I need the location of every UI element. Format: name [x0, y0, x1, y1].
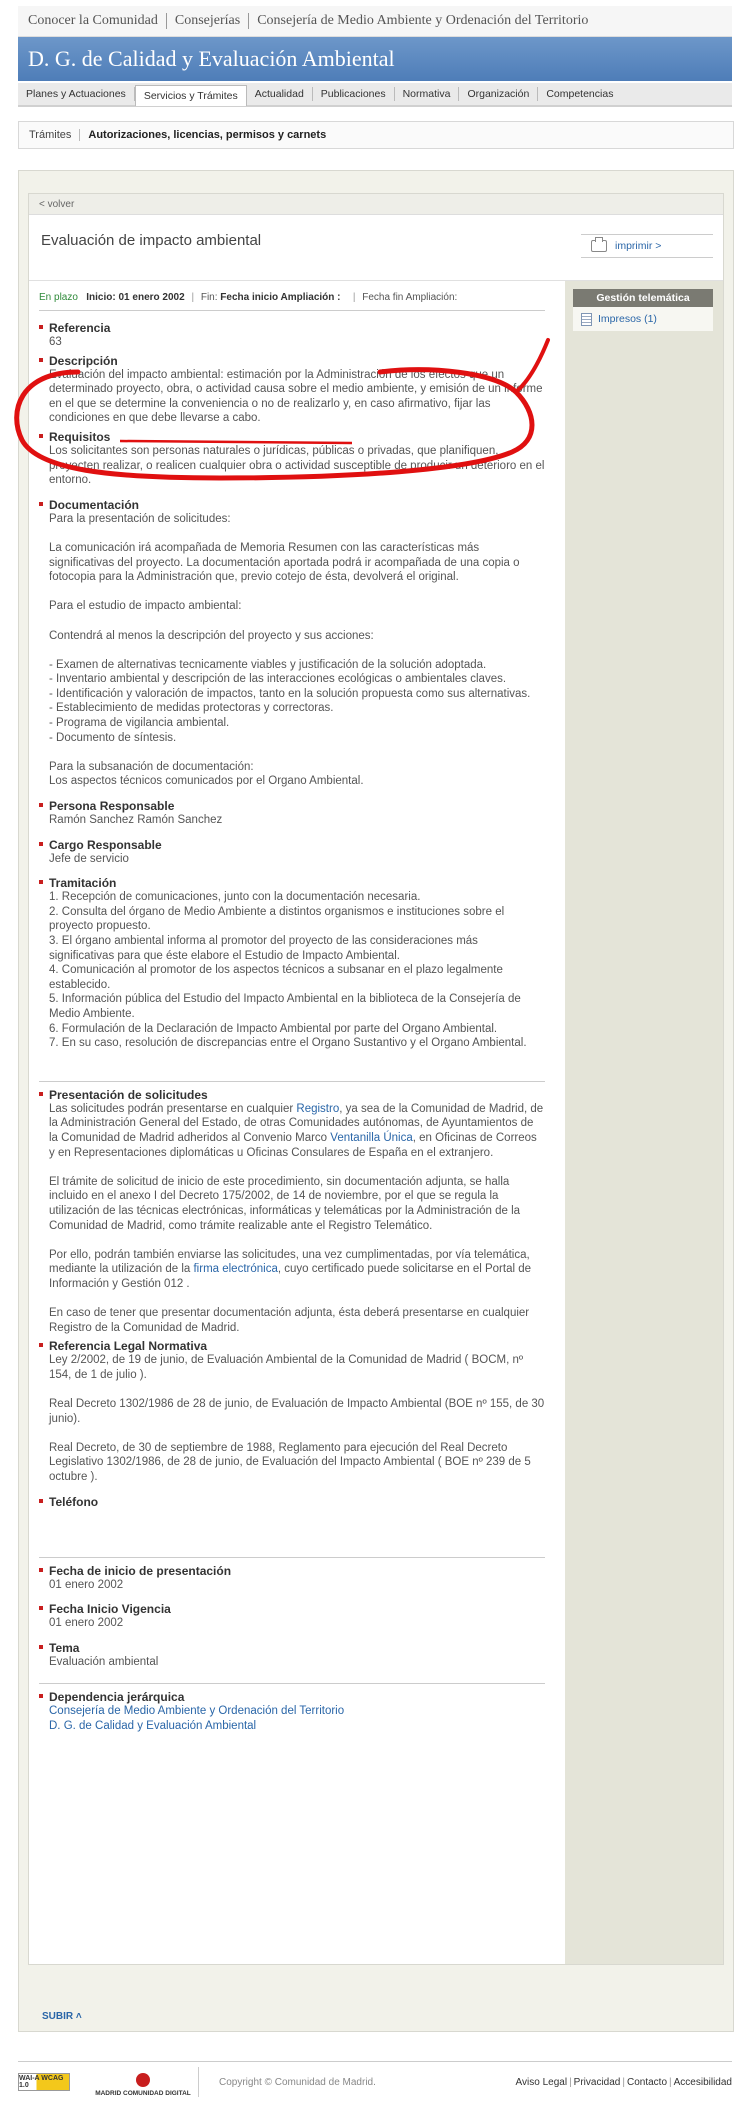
section-title: Persona Responsable — [39, 799, 545, 813]
wai-badge[interactable]: WAI-A WCAG 1.0 — [18, 2073, 70, 2091]
section-body: 01 enero 2002 — [49, 1617, 124, 1630]
start-date-value: 01 enero 2002 — [118, 292, 185, 303]
ext-end-label: Fecha fin Ampliación: — [362, 292, 458, 303]
sidebar-item-impresos[interactable] — [573, 307, 713, 331]
section-body: Ramón Sanchez Ramón Sanchez — [49, 814, 223, 827]
section-title: Dependencia jerárquica — [39, 1690, 545, 1704]
sidebar-heading: Gestión telemática — [573, 289, 713, 307]
start-date-label: Inicio: — [86, 292, 116, 303]
text: , cuyo certificado puede solicitarse en el Portal de Información y Gestión 012 . — [49, 1263, 531, 1290]
section-body: 63 — [49, 336, 62, 348]
text: , ya sea de la Comunidad de Madrid, de la Administración General del Estado, de otras Comunidades autónomas, de Ayuntamientos de la Comunidad de Madrid adheridos al Convenio Marco — [49, 1102, 544, 1144]
section-persona — [39, 799, 545, 828]
section-tema — [39, 1641, 545, 1670]
back-link[interactable]: < volver — [39, 198, 75, 210]
double-chevron-up-icon: ˄ — [75, 2011, 82, 2022]
registro-link[interactable]: Registro — [296, 1102, 340, 1115]
section-tramitacion — [39, 876, 545, 1051]
section-title: Teléfono — [39, 1495, 545, 1509]
top-links-bar — [18, 6, 732, 37]
site-title[interactable]: D. G. de Calidad y Evaluación Ambiental — [28, 46, 395, 71]
footer-link-aviso-legal[interactable]: Aviso Legal — [515, 2076, 568, 2088]
main-nav-tabs — [18, 83, 732, 107]
footer-link-privacidad[interactable]: Privacidad — [573, 2076, 621, 2088]
section-body: 1. Recepción de comunicaciones, junto con la documentación necesaria. 2. Consulta del órgano de Medio Ambiente a distintos organismos e instituciones sobre el proyecto propuesto. 3. El órgano ambiental informa al promotor del proyecto de las consideraciones más significativas para que éste elabore el Estudio de Impacto Ambiental. 4. Comunicación al promotor de los aspectos técnicos a subsanar en el plazo legalmente establecido. 5. Información pública del Estudio del Impacto Ambiental en la biblioteca de la Consejería de Medio Ambiente. 6. Formulación de la Declaración de Impacto Ambiental por parte del Organo Ambiental. 7. En su caso, resolución de discrepancias entre el Organo Sustantivo y el Organo Ambiental. — [49, 891, 527, 1050]
content-panel — [28, 193, 724, 1965]
end-date-label: Fin: — [200, 292, 218, 303]
copyright: Copyright © Comunidad de Madrid. — [219, 2076, 376, 2088]
section-referencia — [39, 321, 545, 350]
tab-planes[interactable]: Planes y Actuaciones — [18, 87, 135, 101]
procedure-content — [39, 292, 545, 1734]
breadcrumb — [18, 121, 734, 149]
madrid-logo-label: MADRID COMUNIDAD DIGITAL — [95, 2090, 191, 2097]
tab-competencias[interactable]: Competencias — [546, 88, 614, 100]
madrid-logo-icon — [136, 2073, 150, 2087]
section-body — [39, 1102, 545, 1336]
top-link-consejerias[interactable]: Consejerías — [167, 13, 249, 29]
section-body — [39, 1704, 545, 1733]
section-fecha-inicio — [39, 1557, 545, 1593]
section-title: Descripción — [39, 354, 545, 368]
breadcrumb-tramites[interactable]: Trámites — [19, 129, 80, 141]
top-link-consejeria-medio-ambiente[interactable]: Consejería de Medio Ambiente y Ordenación del Territorio — [257, 13, 589, 28]
section-descripcion — [39, 354, 545, 426]
print-box — [581, 234, 713, 258]
ventanilla-unica-link[interactable]: Ventanilla Única — [330, 1131, 413, 1144]
text: El trámite de solicitud de inicio de este procedimiento, sin documentación adjunta, se halla incluido en el anexo I del Decreto 175/2002, de 14 de noviembre, por el que se regula la utilización de las técnicas electrónicas, informáticas y telemáticas por la Administración de la Comunidad de Madrid, como trámite realizable ante el Registro Telemático. — [49, 1175, 521, 1232]
section-telefono — [39, 1495, 545, 1509]
section-title: Fecha Inicio Vigencia — [39, 1602, 545, 1616]
page-title: Evaluación de impacto ambiental — [41, 232, 262, 249]
right-sidebar — [565, 281, 723, 1964]
section-dependencia — [39, 1683, 545, 1733]
ext-start-label: Fecha inicio Ampliación : — [220, 292, 341, 303]
breadcrumb-current[interactable]: Autorizaciones, licencias, permisos y carnets — [88, 129, 327, 141]
text: Las solicitudes podrán presentarse en cualquier — [49, 1102, 297, 1115]
section-requisitos — [39, 430, 545, 488]
footer-links: Aviso Legal | Privacidad | Contacto | Accesibilidad — [515, 2076, 732, 2088]
document-icon — [581, 313, 592, 326]
madrid-digital-logo[interactable] — [88, 2067, 199, 2097]
tab-organizacion[interactable]: Organización — [459, 87, 538, 101]
section-title: Tramitación — [39, 876, 545, 890]
section-title: Presentación de solicitudes — [39, 1088, 545, 1102]
section-body: Jefe de servicio — [49, 852, 129, 865]
section-body: Para la presentación de solicitudes: La comunicación irá acompañada de Memoria Resumen con las características más significativas del proyecto. La documentación aportada podrá ir acompañada de una copia o fotocopia para la Administración que, previo cotejo de ésta, devolverá el original. Para el estudio de impacto ambiental: Contendrá al menos la descripción del proyecto y sus acciones: - Examen de alternativas tecnicamente viables y justificación de la solución adoptada. - Inventario ambiental y descripción de las interacciones ecológicas o ambientales claves. - Identificación y valoración de impactos, tanto en la solución propuesta como sus alternativas. - Establecimiento de medidas protectoras y correctoras. - Programa de vigilancia ambiental. - Documento de síntesis. Para la subsanación de documentación: Los aspectos técnicos comunicados por el Organo Ambiental. — [49, 512, 531, 788]
top-link-comunidad[interactable]: Conocer la Comunidad — [18, 13, 167, 29]
back-to-top-link[interactable] — [42, 2011, 82, 2022]
section-body: Ley 2/2002, de 19 de junio, de Evaluación Ambiental de la Comunidad de Madrid ( BOCM, nº 154, de 1 de julio ). Real Decreto 1302/1986 de 28 de junio, de Evaluación de Impacto Ambiental (BOE nº 155, de 30 junio). Real Decreto, de 30 de septiembre de 1988, Reglamento para ejecución del Real Decreto Legislativo 1302/1986, de 28 de junio, de Evaluación del Impacto Ambiental ( BOE nº 239 de 5 octubre ). — [49, 1354, 545, 1483]
section-title: Tema — [39, 1641, 545, 1655]
print-link[interactable]: imprimir > — [615, 240, 662, 252]
footer-link-contacto[interactable]: Contacto — [626, 2076, 668, 2088]
section-cargo — [39, 838, 545, 867]
footer-link-accesibilidad[interactable]: Accesibilidad — [673, 2076, 732, 2088]
subir-label: SUBIR — [42, 2011, 74, 2022]
dependencia-link-dg[interactable]: D. G. de Calidad y Evaluación Ambiental — [49, 1719, 257, 1732]
section-body: Evaluación ambiental — [49, 1655, 159, 1668]
text: , en Oficinas de Correos y en Representaciones diplomáticas u Oficinas Consulares de España en el extranjero. — [49, 1131, 537, 1159]
section-title: Requisitos — [39, 430, 545, 444]
dependencia-link-consejeria[interactable]: Consejería de Medio Ambiente y Ordenación del Territorio — [49, 1705, 345, 1718]
section-title: Referencia Legal Normativa — [39, 1339, 545, 1353]
dates-bar: En plazo Inicio: 01 enero 2002 | Fin: Fecha inicio Ampliación : | Fecha fin Ampliación: — [39, 292, 545, 311]
section-title: Fecha de inicio de presentación — [39, 1564, 545, 1578]
section-title: Referencia — [39, 321, 545, 335]
section-title: Cargo Responsable — [39, 838, 545, 852]
tab-actualidad[interactable]: Actualidad — [247, 87, 313, 101]
site-banner — [18, 37, 732, 81]
section-title: Documentación — [39, 498, 545, 512]
section-documentacion — [39, 498, 545, 789]
section-presentacion — [39, 1081, 545, 1336]
status-label: En plazo — [39, 292, 78, 303]
tab-normativa[interactable]: Normativa — [395, 87, 460, 101]
section-referencia-legal — [39, 1339, 545, 1484]
section-body: Evaluación del impacto ambiental: estimación por la Administración de los efectos que un determinado proyecto, obra, o actividad causa sobre el medio ambiente, y emisión de un informe en el que se determine la conveniencia o no de realizarlo y, en caso afirmativo, fijar las condiciones en que debe llevarse a cabo. — [49, 368, 543, 425]
back-bar — [29, 194, 723, 215]
printer-icon[interactable] — [591, 240, 607, 252]
section-body: Los solicitantes son personas naturales o jurídicas, públicas o privadas, que planifiquen, proyecten realizar, o realicen cualquier obra o actividad susceptible de producir un deterioro en el entorno. — [49, 444, 545, 487]
tab-servicios[interactable]: Servicios y Trámites — [135, 85, 247, 106]
tab-publicaciones[interactable]: Publicaciones — [313, 87, 395, 101]
section-body: 01 enero 2002 — [49, 1578, 124, 1591]
impresos-link[interactable]: Impresos (1) — [598, 313, 657, 325]
footer — [18, 2061, 732, 2102]
section-fecha-vigencia — [39, 1602, 545, 1631]
text: Por ello, podrán también enviarse las solicitudes, una vez cumplimentadas, por vía telemática, mediante la utilización de la — [49, 1248, 530, 1276]
text: En caso de tener que presentar documentación adjunta, ésta deberá presentarse en cualquier Registro de la Comunidad de Madrid. — [49, 1307, 530, 1334]
firma-electronica-link[interactable]: firma electrónica — [193, 1263, 278, 1276]
